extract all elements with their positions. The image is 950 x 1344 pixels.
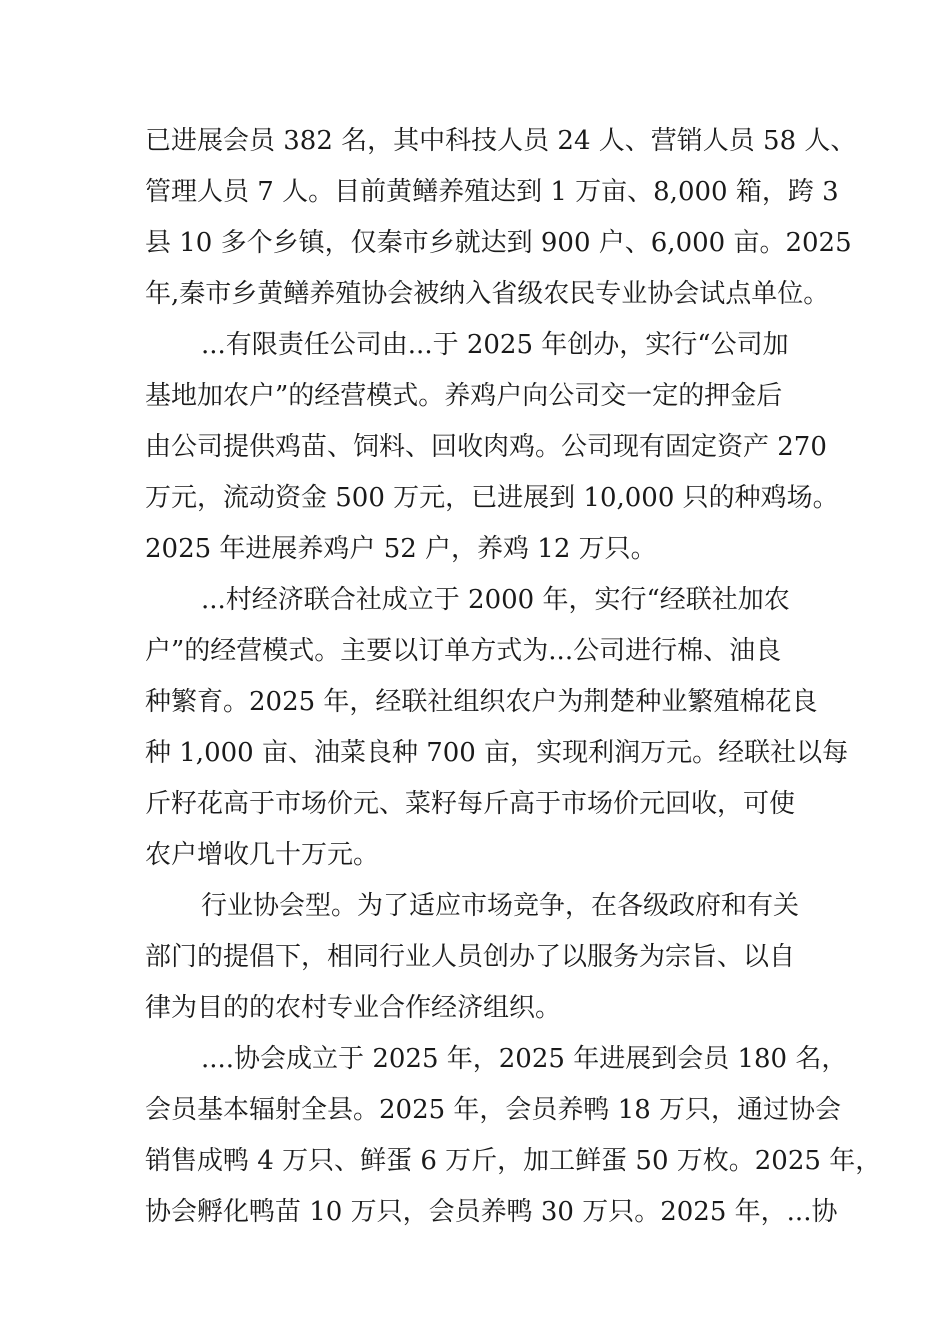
paragraph-2 <box>145 320 839 575</box>
text-line: 户”的经营模式。主要以订单方式为...公司进行棉、油良 <box>145 636 782 666</box>
body-text <box>145 116 882 1238</box>
paragraph-1 <box>145 116 857 320</box>
text-line: 农户增收几十万元。 <box>145 840 380 870</box>
text-line: 种 1,000 亩、油菜良种 700 亩，实现利润万元。经联社以每 <box>145 738 849 768</box>
text-line: 基地加农户”的经营模式。养鸡户向公司交一定的押金后 <box>145 381 783 411</box>
paragraph-4 <box>145 881 825 1034</box>
text-line: 由公司提供鸡苗、饲料、回收肉鸡。公司现有固定资产 270 <box>145 432 827 462</box>
text-line: 种繁育。2025 年，经联社组织农户为荆楚种业繁殖棉花良 <box>145 687 818 717</box>
text-line: ....协会成立于 2025 年，2025 年进展到会员 180 名， <box>201 1044 848 1074</box>
text-line: 万元，流动资金 500 万元，已进展到 10,000 只的种鸡场。 <box>145 483 839 513</box>
text-line: 协会孵化鸭苗 10 万只，会员养鸭 30 万只。2025 年，...协 <box>145 1197 838 1227</box>
text-line: 销售成鸭 4 万只、鲜蛋 6 万斤，加工鲜蛋 50 万枚。2025 年， <box>145 1146 882 1176</box>
text-line: 已进展会员 382 名，其中科技人员 24 人、营销人员 58 人、 <box>145 126 857 156</box>
paragraph-5 <box>145 1034 882 1238</box>
text-line: 律为目的的农村专业合作经济组织。 <box>145 993 562 1023</box>
text-line: 县 10 多个乡镇，仅秦市乡就达到 900 户、6,000 亩。2025 <box>145 228 852 258</box>
text-line: 部门的提倡下，相同行业人员创办了以服务为宗旨、以自 <box>145 942 796 972</box>
text-line: ...村经济联合社成立于 2000 年，实行“经联社加农 <box>201 585 790 615</box>
text-line: 斤籽花高于市场价元、菜籽每斤高于市场价元回收，可使 <box>145 789 796 819</box>
text-line: 会员基本辐射全县。2025 年，会员养鸭 18 万只，通过协会 <box>145 1095 842 1125</box>
text-line: ...有限责任公司由...于 2025 年创办，实行“公司加 <box>201 330 789 360</box>
text-line: 年,秦市乡黄鳝养殖协会被纳入省级农民专业协会试点单位。 <box>145 279 830 309</box>
text-line: 管理人员 7 人。目前黄鳝养殖达到 1 万亩、8,000 箱，跨 3 <box>145 177 839 207</box>
text-line: 行业协会型。为了适应市场竞争，在各级政府和有关 <box>201 891 800 921</box>
paragraph-3 <box>145 575 849 881</box>
text-line: 2025 年进展养鸡户 52 户，养鸡 12 万只。 <box>145 534 657 564</box>
